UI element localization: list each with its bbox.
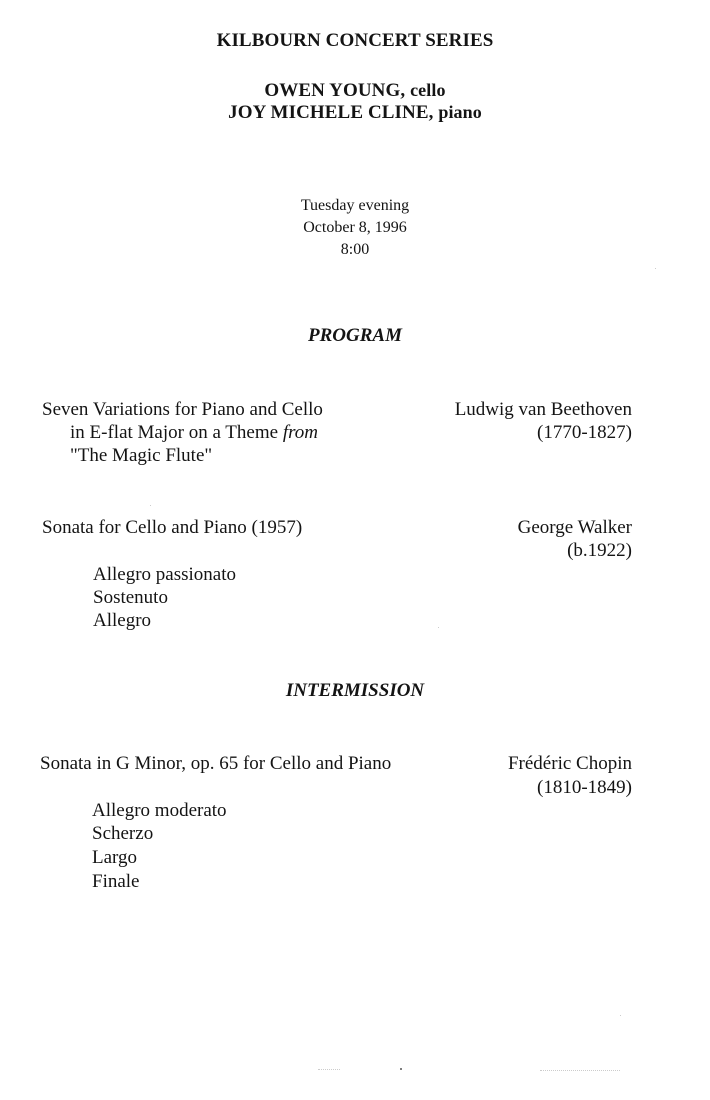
scan-speck xyxy=(438,627,439,628)
performer-instrument: piano xyxy=(438,102,482,122)
movement: Scherzo xyxy=(92,823,154,844)
work-title-line: Sonata for Cello and Piano (1957) xyxy=(42,517,303,538)
performer-name: OWEN YOUNG, xyxy=(264,80,406,101)
movement: Allegro moderato xyxy=(92,800,227,821)
series-title: KILBOURN CONCERT SERIES xyxy=(216,30,494,51)
event-day: Tuesday evening xyxy=(300,197,410,214)
scan-speck xyxy=(655,268,656,269)
program-heading: PROGRAM xyxy=(308,325,402,346)
scan-mark xyxy=(318,1069,340,1071)
performer-instrument: cello xyxy=(410,80,446,100)
composer-name: George Walker xyxy=(517,517,632,538)
work-title-line: "The Magic Flute" xyxy=(70,445,213,466)
scan-speck xyxy=(400,1068,402,1070)
composer-dates: (1770-1827) xyxy=(537,422,632,443)
work-title-line xyxy=(70,421,318,444)
composer-dates: (b.1922) xyxy=(567,540,632,561)
movement: Largo xyxy=(92,847,138,868)
performer-line xyxy=(0,80,710,102)
scan-mark xyxy=(540,1070,620,1072)
composer-name: Ludwig van Beethoven xyxy=(454,399,632,420)
composer-name: Frédéric Chopin xyxy=(507,753,632,774)
composer-dates: (1810-1849) xyxy=(537,777,632,798)
event-time: 8:00 xyxy=(340,241,370,258)
scan-speck xyxy=(150,505,151,506)
movement: Allegro xyxy=(93,610,152,631)
work-title-italic: from xyxy=(282,422,319,443)
scan-speck xyxy=(620,1015,621,1016)
event-date: October 8, 1996 xyxy=(303,219,407,236)
movement: Finale xyxy=(92,871,140,892)
work-title-text: in E-flat Major on a Theme xyxy=(70,422,283,443)
intermission-heading: INTERMISSION xyxy=(285,680,425,701)
performer-name: JOY MICHELE CLINE, xyxy=(228,102,434,123)
movement: Allegro passionato xyxy=(93,564,237,585)
work-title-line: Sonata in G Minor, op. 65 for Cello and Piano xyxy=(40,753,392,774)
work-title-line: Seven Variations for Piano and Cello xyxy=(42,399,323,420)
movement: Sostenuto xyxy=(93,587,168,608)
performer-line xyxy=(0,102,710,124)
